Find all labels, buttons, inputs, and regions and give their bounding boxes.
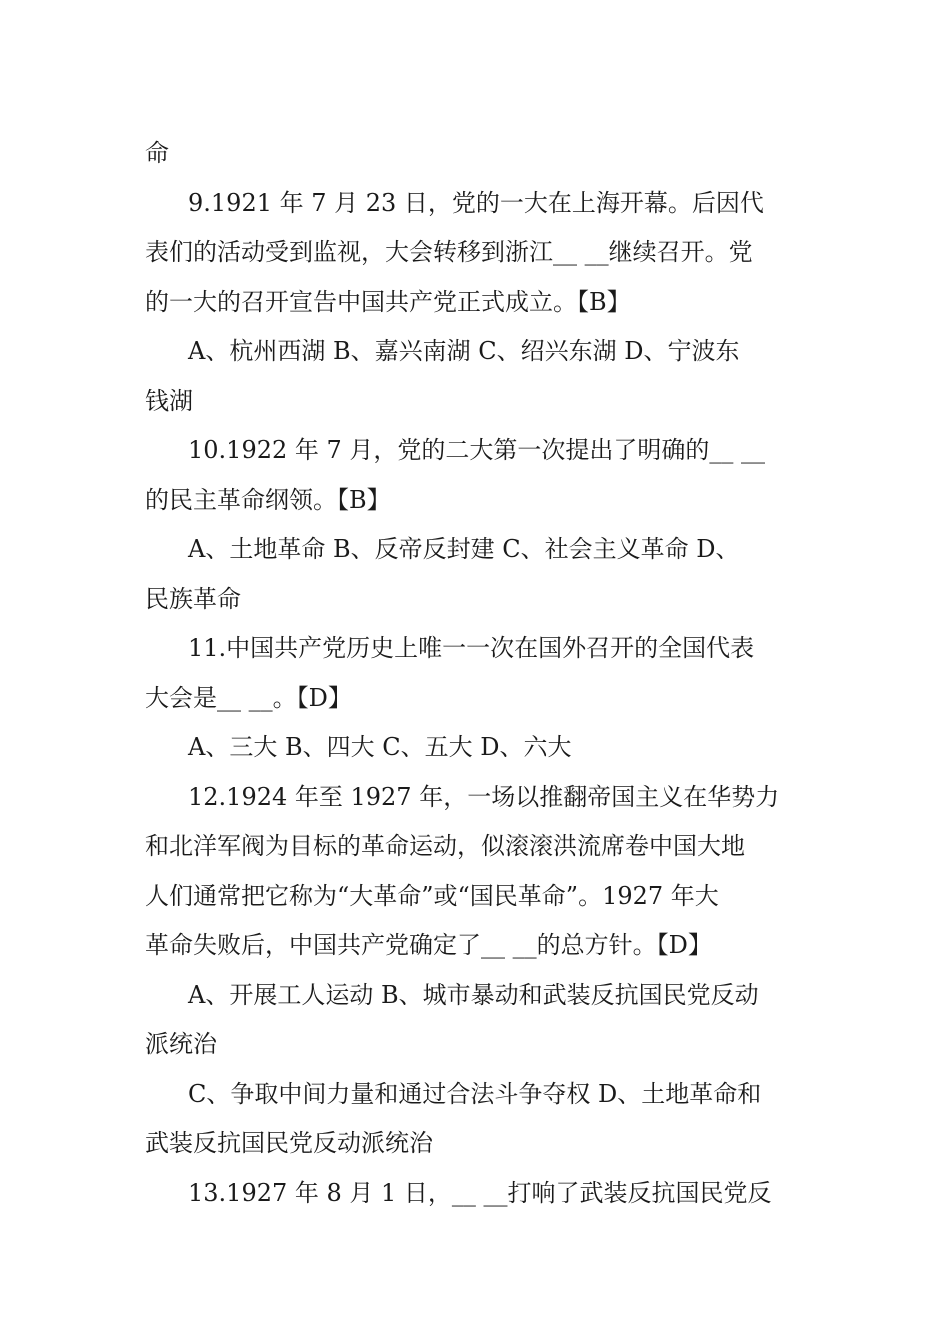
question-9-options-line-1: A、杭州西湖 B、嘉兴南湖 C、绍兴东湖 D、宁波东 [188,337,740,365]
text-line: 命 [145,139,169,167]
question-10-line-2: 的民主革命纲领。【B】 [145,485,391,514]
question-12-line-4: 革命失败后，中国共产党确定了__ __的总方针。【D】 [145,931,712,959]
question-9-line-3: 的一大的召开宣告中国共产党正式成立。【B】 [145,287,631,316]
question-12-line-1: 12.1924 年至 1927 年，一场以推翻帝国主义在华势力 [188,782,780,811]
question-10-line-1: 10.1922 年 7 月，党的二大第一次提出了明确的__ __ [188,436,766,464]
question-12-options-line-2: 派统治 [145,1030,217,1058]
question-9-line-2: 表们的活动受到监视，大会转移到浙江__ __继续召开。党 [145,238,753,266]
question-11-options: A、三大 B、四大 C、五大 D、六大 [188,733,572,761]
question-12-options-line-1: A、开展工人运动 B、城市暴动和武装反抗国民党反动 [188,980,759,1009]
document-page [145,129,807,1218]
question-10-options-line-2: 民族革命 [145,584,241,613]
question-11-line-1: 11.中国共产党历史上唯一一次在国外召开的全国代表 [188,634,755,662]
question-10-options-line-1: A、土地革命 B、反帝反封建 C、社会主义革命 D、 [188,535,740,563]
question-12-line-2: 和北洋军阀为目标的革命运动，似滚滚洪流席卷中国大地 [145,832,745,860]
question-13-line-1: 13.1927 年 8 月 1 日，__ __打响了武装反抗国民党反 [188,1178,772,1207]
question-12-line-3: 人们通常把它称为“大革命”或“国民革命”。1927 年大 [145,881,719,910]
question-12-options-line-3: C、争取中间力量和通过合法斗争夺权 D、土地革命和 [188,1079,762,1108]
question-9-options-line-2: 钱湖 [145,386,193,415]
question-11-line-2: 大会是__ __。【D】 [145,683,352,712]
question-9-line-1: 9.1921 年 7 月 23 日，党的一大在上海开幕。后因代 [188,188,764,217]
question-12-options-line-4: 武装反抗国民党反动派统治 [145,1129,433,1157]
